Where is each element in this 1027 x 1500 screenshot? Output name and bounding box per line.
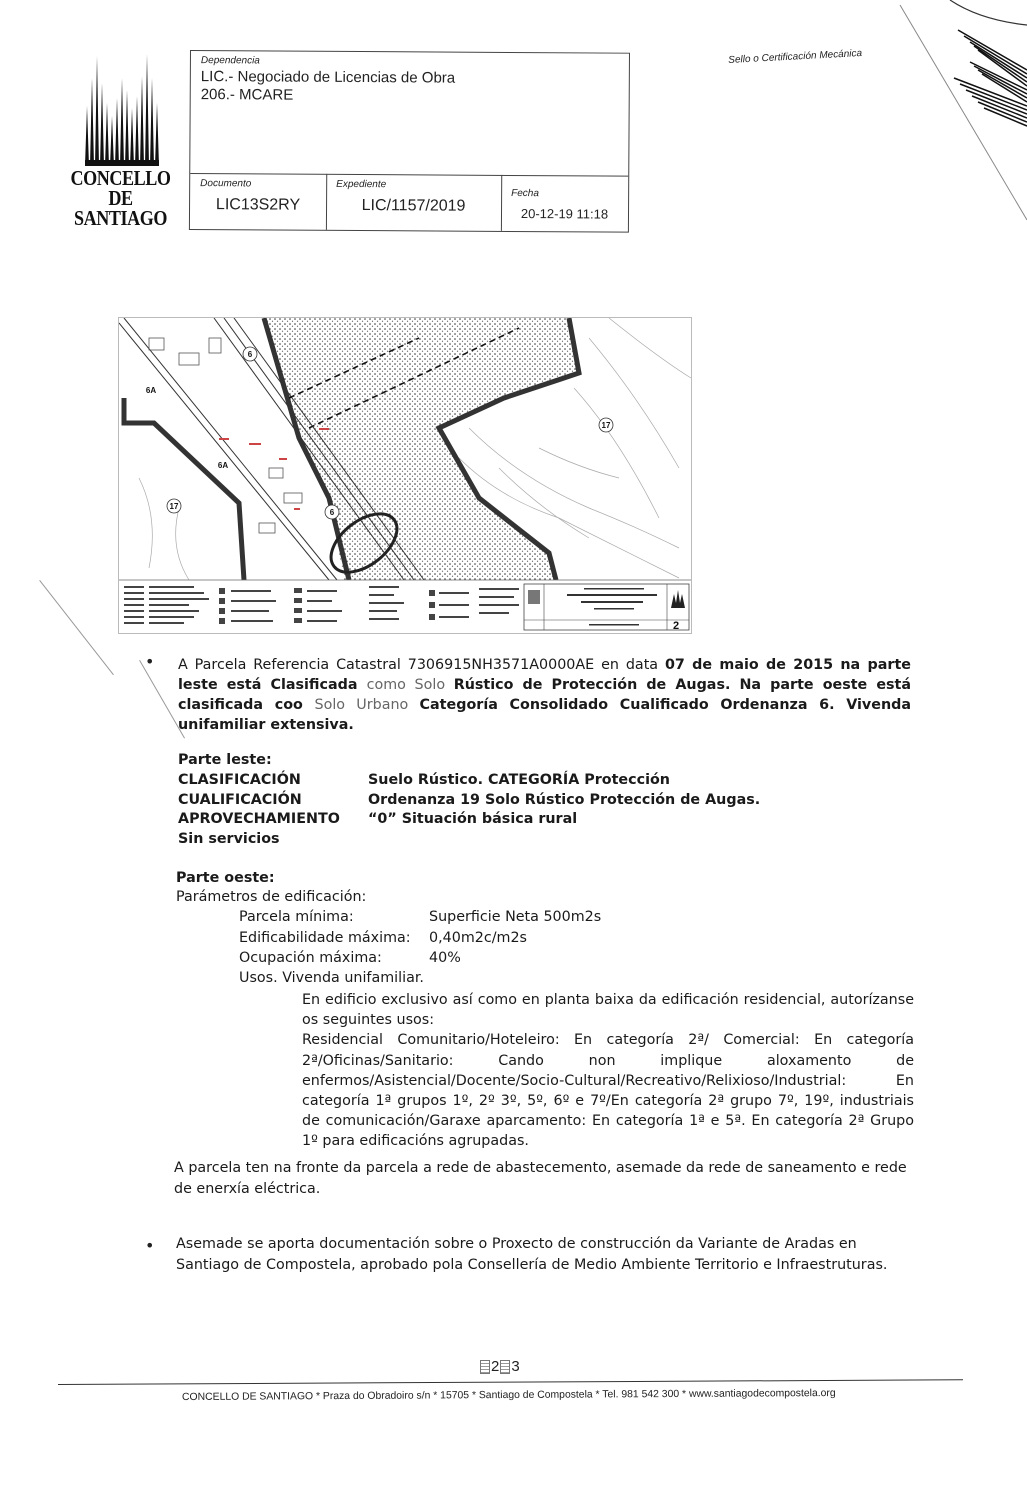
pages-icon xyxy=(500,1360,510,1374)
bullet-2: • xyxy=(145,1236,155,1255)
row-key: APROVECHAMIENTO xyxy=(178,811,340,827)
servicios-row xyxy=(178,831,368,847)
usos-block xyxy=(302,990,914,1152)
corner-stamp xyxy=(890,0,1027,230)
p1-text-c: como Solo xyxy=(366,677,454,693)
param-row xyxy=(239,930,528,946)
sello-label: Sello o Certificación Mecánica xyxy=(728,47,863,66)
documento-value: LIC13S2RY xyxy=(215,196,301,214)
parte-leste-title: Parte leste: xyxy=(178,752,272,768)
dependencia-line-1: LIC.- Negociado de Licencias de Obra xyxy=(200,68,456,87)
footer-address: CONCELLO DE SANTIAGO * Praza do Obradoiro s/n * 15705 * Santiago de Compostela * Tel. 981 542 300 * www.santiagodecompostela.org xyxy=(182,1388,836,1403)
row-key: Sin servicios xyxy=(178,831,280,847)
dependencia-section xyxy=(190,51,629,177)
map-zone-label: 6A xyxy=(145,386,157,395)
paragraph-rede: A parcela ten na fronte da parcela a rede de abastecemento, asemade da rede de saneamento e rede de enerxía eléctrica. xyxy=(174,1160,907,1197)
documento-label: Documento xyxy=(200,178,252,190)
current-page: 2 xyxy=(491,1358,500,1375)
map-zone-label: 17 xyxy=(601,421,611,430)
concello-logo xyxy=(58,48,183,230)
cathedral-spires-icon xyxy=(83,48,163,166)
clasificacion-row xyxy=(178,772,670,788)
row-value: Suelo Rústico. CATEGORÍA Protección xyxy=(368,772,670,788)
parte-oeste-title: Parte oeste: xyxy=(176,870,275,886)
urban-plan-map xyxy=(118,317,692,634)
p1-text-d: Rústico de Protección de Augas. Na parte oeste está clasificada coo xyxy=(178,677,912,713)
map-zone-label: 17 xyxy=(169,502,179,511)
map-zone-label: 6 xyxy=(247,350,253,359)
logo-line-2: SANTIAGO xyxy=(74,206,167,230)
paragraph-proxecto: Asemade se aporta documentación sobre o Proxecto de construcción da Variante de Aradas en Santiago de Compostela, aprobado pola Consellería de Medio Ambiente Territorio e Infraestruturas. xyxy=(176,1236,888,1273)
p1-text-e: Solo Urbano xyxy=(314,697,420,713)
map-zone-label: 6 xyxy=(329,508,335,517)
map-legend xyxy=(119,580,691,633)
fecha-label: Fecha xyxy=(511,187,539,200)
map-zone-label: 6A xyxy=(217,461,229,470)
parametros-subtitle: Parámetros de edificación: xyxy=(176,889,367,905)
param-value: Superficie Neta 500m2s xyxy=(429,909,602,925)
param-row xyxy=(239,970,424,986)
cualificacion-row xyxy=(178,792,761,808)
fecha-value: 20-12-19 11:18 xyxy=(520,206,609,222)
bullet-1: • xyxy=(145,652,155,671)
page-indicator xyxy=(480,1358,520,1375)
p1-text-b: 07 de maio de 2015 na parte leste está Clasificada xyxy=(178,657,911,693)
paragraph-catastral xyxy=(178,655,911,735)
param-key: Usos. Vivenda unifamiliar. xyxy=(239,970,424,986)
param-row xyxy=(239,950,461,966)
stamp-spires-icon xyxy=(954,30,1027,126)
aprovechamiento-row xyxy=(178,811,578,827)
expediente-label: Expediente xyxy=(336,178,387,191)
logo-wordmark xyxy=(67,168,175,228)
param-value: 40% xyxy=(429,950,461,966)
expediente-cell xyxy=(326,174,502,231)
param-key: Parcela mínima: xyxy=(239,909,354,925)
param-value: 0,40m2c/m2s xyxy=(429,930,528,946)
param-row xyxy=(239,909,602,925)
row-key: CUALIFICACIÓN xyxy=(178,792,302,808)
p1-text-f: Categoría Consolidado Cualificado Ordenanza 6. Vivenda unifamiliar extensiva. xyxy=(178,697,912,733)
expediente-value: LIC/1157/2019 xyxy=(361,197,466,215)
footer-divider xyxy=(58,1379,963,1385)
total-pages: 3 xyxy=(511,1358,520,1375)
documento-cell xyxy=(190,173,327,230)
p1-text-a: A Parcela Referencia Catastral 7306915NH3571A0000AE en data xyxy=(178,657,665,673)
usos-detail: Residencial Comunitario/Hoteleiro: En categoría 2ª/ Comercial: En categoría 2ª/Oficinas/Sanitario: Cando non implique aloxamento de enfermos/Asistencial/Docente/Socio-Cultural/Recreativo/Relixioso/Industrial: En categoría 1ª grupos 1º, 2º 3º, 5º, 6º e 7º/En categoría 2ª grupo 7º, 19º, industriais de comunicación/Garaxe aparcamento: En categoría 1ª e 5ª. En categoría 2ª Grupo 1º para edificacións agrupadas. xyxy=(302,1032,914,1150)
row-key: CLASIFICACIÓN xyxy=(178,772,301,788)
param-key: Ocupación máxima: xyxy=(239,950,382,966)
scan-artifact-line xyxy=(39,580,114,675)
logo-line-1: CONCELLO DE xyxy=(70,166,171,210)
row-value: Ordenanza 19 Solo Rústico Protección de Augas. xyxy=(368,792,761,808)
map-sheet-number: 2 xyxy=(672,620,680,632)
document-header-box xyxy=(189,50,630,233)
param-key: Edificabilidade máxima: xyxy=(239,930,411,946)
map-drawing xyxy=(119,318,691,633)
page-icon xyxy=(480,1360,490,1374)
fecha-cell xyxy=(501,175,628,232)
usos-intro: En edificio exclusivo así como en planta baixa da edificación residencial, autorízanse os seguintes usos: xyxy=(302,992,914,1029)
dependencia-label: Dependencia xyxy=(200,55,260,67)
row-value: “0” Situación básica rural xyxy=(368,811,578,827)
dependencia-line-2: 206.- MCARE xyxy=(200,86,294,104)
